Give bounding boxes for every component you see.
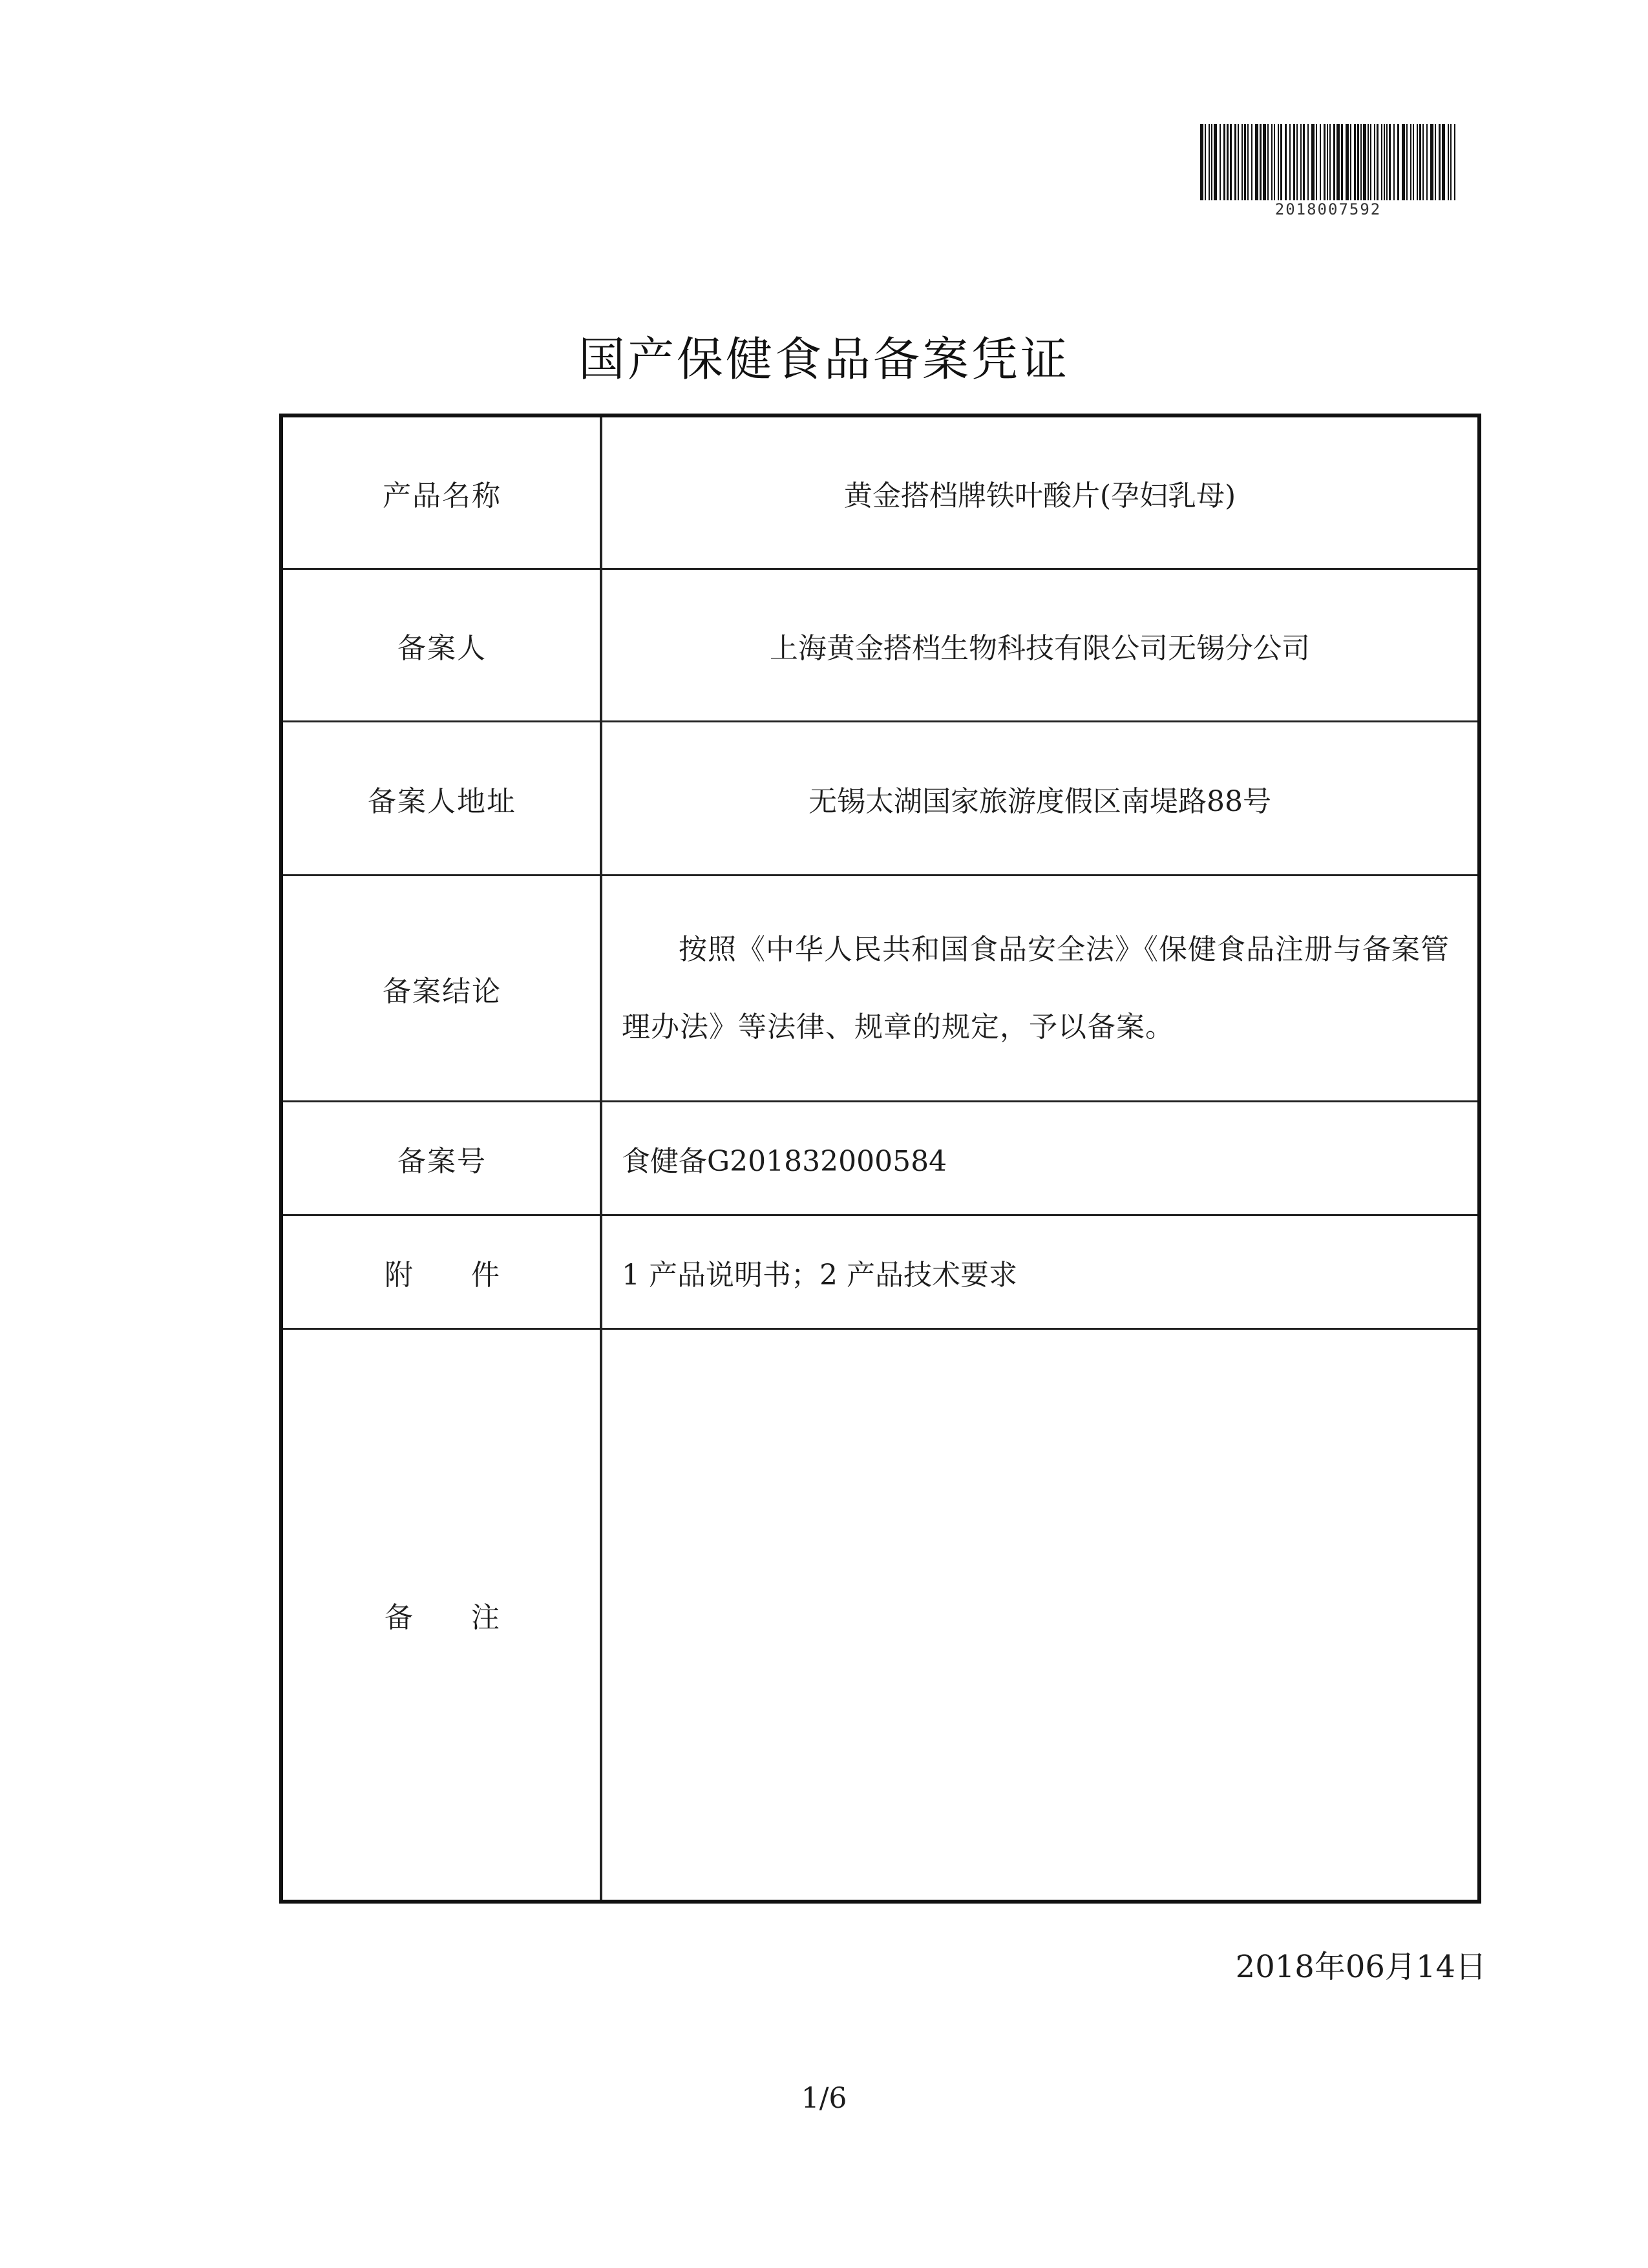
row-label: 备案人地址 bbox=[368, 784, 516, 818]
barcode-bar bbox=[1260, 124, 1262, 200]
table-row-product-name bbox=[283, 417, 1477, 570]
barcode-bar bbox=[1435, 124, 1436, 200]
row-value: 食健备G201832000584 bbox=[622, 1144, 947, 1178]
barcode-bar bbox=[1454, 124, 1455, 200]
barcode-bar bbox=[1293, 124, 1295, 200]
barcode-bar bbox=[1241, 124, 1243, 200]
barcode-bar bbox=[1417, 124, 1418, 200]
barcode-bar bbox=[1370, 124, 1371, 200]
barcode-bar bbox=[1227, 124, 1229, 200]
barcode-bar bbox=[1300, 124, 1302, 200]
barcode-bar bbox=[1389, 124, 1391, 200]
barcode-bar bbox=[1214, 124, 1217, 200]
barcode-bar bbox=[1354, 124, 1356, 200]
table-row-filing-number bbox=[283, 1102, 1477, 1216]
barcode-bar bbox=[1223, 124, 1225, 200]
barcode-bar bbox=[1336, 124, 1340, 200]
barcode-bar bbox=[1244, 124, 1246, 200]
barcode-bar bbox=[1413, 124, 1414, 200]
barcode-bar bbox=[1289, 124, 1291, 200]
barcode-bar bbox=[1333, 124, 1335, 200]
barcode-bar bbox=[1368, 124, 1369, 200]
barcode-bar bbox=[1307, 124, 1309, 200]
row-label: 备案号 bbox=[397, 1144, 487, 1178]
row-value: 按照《中华人民共和国食品安全法》《保健食品注册与备案管理办法》等法律、规章的规定，予以备案。 bbox=[622, 932, 1450, 1044]
barcode-bar bbox=[1341, 124, 1343, 200]
barcode-bar bbox=[1381, 124, 1382, 200]
row-label: 备案结论 bbox=[383, 974, 502, 1008]
row-value: 无锡太湖国家旅游度假区南堤路88号 bbox=[808, 784, 1271, 818]
barcode-bar bbox=[1329, 124, 1331, 200]
barcode-bar bbox=[1393, 124, 1395, 200]
barcode-bar bbox=[1402, 124, 1405, 200]
barcode-bar bbox=[1386, 124, 1388, 200]
table-row-filer-address bbox=[283, 722, 1477, 876]
barcode-bar bbox=[1274, 124, 1275, 200]
barcode-bar bbox=[1410, 124, 1411, 200]
barcode-bar bbox=[1448, 124, 1449, 200]
barcode-bar bbox=[1419, 124, 1421, 200]
barcode-bar bbox=[1296, 124, 1298, 200]
barcode-bar bbox=[1397, 124, 1399, 200]
barcode-bar bbox=[1450, 124, 1452, 200]
row-label: 备注 bbox=[385, 1601, 558, 1634]
row-value: 1 产品说明书；2 产品技术要求 bbox=[622, 1258, 1017, 1292]
barcode-bar bbox=[1320, 124, 1321, 200]
barcode-bar bbox=[1426, 124, 1428, 200]
barcode-bar bbox=[1211, 124, 1212, 200]
barcode-bar bbox=[1238, 124, 1239, 200]
barcode-bar bbox=[1350, 124, 1351, 200]
barcode-bar bbox=[1311, 124, 1315, 200]
barcode-bar bbox=[1327, 124, 1328, 200]
barcode-bar bbox=[1271, 124, 1273, 200]
row-label: 附件 bbox=[385, 1258, 558, 1292]
barcode-bar bbox=[1430, 124, 1433, 200]
certificate-table bbox=[279, 414, 1481, 1904]
barcode-bar bbox=[1251, 124, 1252, 200]
table-row-attachments bbox=[283, 1216, 1477, 1330]
barcode-bar bbox=[1230, 124, 1232, 200]
barcode-bar bbox=[1360, 124, 1362, 200]
barcode-bar bbox=[1346, 124, 1349, 200]
row-value: 上海黄金搭档生物科技有限公司无锡分公司 bbox=[770, 631, 1310, 665]
barcode-bar bbox=[1384, 124, 1385, 200]
barcode-bar bbox=[1357, 124, 1359, 200]
barcode-number: 2018007592 bbox=[1274, 200, 1382, 218]
barcode-bar bbox=[1247, 124, 1249, 200]
barcode-bar bbox=[1442, 124, 1445, 200]
barcode-bar bbox=[1406, 124, 1408, 200]
barcode-bar bbox=[1263, 124, 1266, 200]
barcode-bar bbox=[1422, 124, 1424, 200]
table-row-remarks bbox=[283, 1330, 1477, 1900]
barcode-bar bbox=[1220, 124, 1221, 200]
barcode-bar bbox=[1316, 124, 1317, 200]
row-label: 产品名称 bbox=[383, 479, 502, 512]
barcode-bar bbox=[1363, 124, 1366, 200]
document-title: 国产保健食品备案凭证 bbox=[578, 332, 1070, 386]
barcode-bar bbox=[1205, 124, 1206, 200]
page-number: 1/6 bbox=[801, 2082, 847, 2115]
row-label: 备案人 bbox=[397, 631, 487, 665]
barcode-bar bbox=[1200, 124, 1203, 200]
barcode-bar bbox=[1280, 124, 1282, 200]
barcode bbox=[1199, 124, 1457, 200]
row-value bbox=[602, 1330, 1477, 1900]
barcode-bar bbox=[1439, 124, 1441, 200]
barcode-bar bbox=[1285, 124, 1287, 200]
barcode-graphic bbox=[1199, 124, 1457, 200]
table-row-conclusion bbox=[283, 876, 1477, 1102]
issue-date: 2018年06月14日 bbox=[1235, 1949, 1486, 1985]
barcode-bar bbox=[1234, 124, 1236, 200]
barcode-bar bbox=[1267, 124, 1269, 200]
barcode-bar bbox=[1303, 124, 1305, 200]
table-row-filer bbox=[283, 570, 1477, 722]
barcode-bar bbox=[1278, 124, 1279, 200]
barcode-bar bbox=[1374, 124, 1375, 200]
barcode-bar bbox=[1209, 124, 1210, 200]
barcode-bar bbox=[1255, 124, 1258, 200]
row-value: 黄金搭档牌铁叶酸片(孕妇乳母) bbox=[843, 479, 1236, 512]
barcode-bar bbox=[1377, 124, 1379, 200]
barcode-bar bbox=[1324, 124, 1326, 200]
